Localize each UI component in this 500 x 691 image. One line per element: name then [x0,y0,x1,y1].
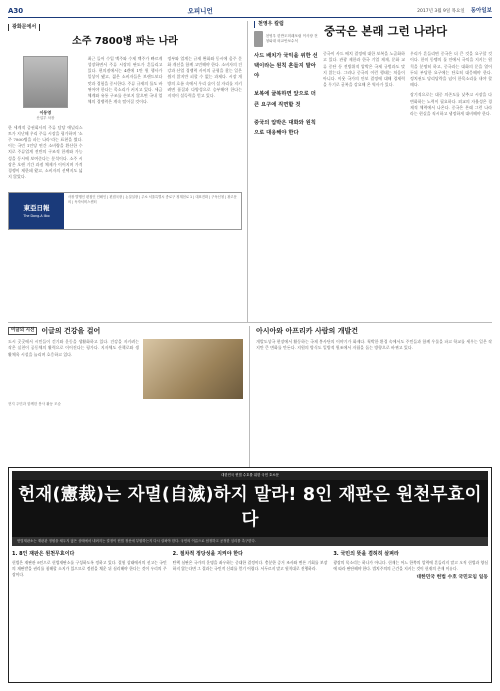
section-name: 오피니언 [187,6,213,15]
left-kicker-label: 광화문에서 [8,24,40,31]
middle-left-head [8,326,243,336]
top-section [8,21,492,322]
right-text-2: 우리가 흔들리면 중국은 더 큰 것을 요구할 것이다. 한미 동맹의 틀 안에서 국익을 지키는 원칙을 분명히 하고, 중국과는 대화의 문을 열어두되 부당한 요구에는 단호히 대응해야 한다. 정치권도 당리당략을 넘어 한목소리를 내야 할 때다. [410,51,492,88]
masthead-logo [9,193,64,229]
page-header [8,6,492,18]
right-text-3: 장기적으로는 대중 의존도를 낮추고 시장을 다변화하는 노력이 필요하다. 외교의 자율성은 경제적 체력에서 나온다. 중국은 본래 그런 나라라는 현실을 직시하고 냉정하게 대비해야 한다. [410,92,492,116]
middle-section [8,322,492,468]
middle-right-title: 아시아와 아프리카 사람의 개발건 [256,327,358,335]
column-head [254,21,492,47]
pull-quote-1: 사드 배치가 국익을 위한 선택이라는 원칙 흔들지 말아야 [254,53,318,80]
left-body [8,56,242,181]
columnist-photo [254,31,263,47]
ad-top-banner: 대한민국 헌법 수호를 위한 국민 호소문 [12,471,488,480]
right-headline: 중국은 본래 그런 나라다 [324,24,448,38]
author-role: 산업부 차장 [36,115,55,120]
ad-heading-3: 3. 국민의 뜻을 겸허히 살펴라 [333,550,399,557]
photo-caption: 현지 주민과 함께한 봉사 활동 모습 [8,402,61,407]
ad-heading-1: 1. 8인 재판은 원천무효이다 [12,550,75,557]
columnist [254,31,318,47]
masthead-name: 東亞日報 [23,204,50,213]
masthead-info: 사장 발행인 편집인 인쇄인 | 편집국장 | 논설실장 | 주소 서울특별시 종로구 청계천로 1 | 대표전화 | 구독신청 | 광고문의 | 독자서비스센터 [68,195,237,204]
ad-text-3: 광장의 목소리는 하나가 아니다. 헌재는 어느 한쪽의 압력에 흔들리지 말고 오직 헌법과 양심에 따라 판단해야 한다. 법치주의의 근간을 지키는 것이 헌재의 존재 이유다. [333,560,488,571]
header-meta [417,8,492,16]
ad-body [12,549,488,582]
middle-left-text: 도시 곳곳에서 시민들이 걷기와 운동을 생활화하고 있다. 건강을 지키려는 작은 실천이 공동체의 활력으로 이어진다는 평가다. 지자체도 산책로와 생활체육 시설을 늘리며 호응하고 있다. [8,339,139,357]
right-column [248,21,492,322]
middle-left-title: 이글의 건강을 걸어 [41,327,101,335]
ad-heading-2: 2. 절차적 정당성을 지켜야 한다 [172,550,243,557]
masthead-sub: The Dong-A Ilbo [23,213,50,218]
left-kicker [8,24,242,31]
middle-right [250,326,492,468]
left-headline: 소주 7800병 파는 나라 [72,36,178,48]
brand-name: 동아일보 [470,8,492,15]
ad-text-1: 헌법은 재판관 9인으로 헌법재판소를 구성하도록 정하고 있다. 결원 상태에서의 선고는 국민의 재판받을 권리를 침해할 소지가 있으므로 정원을 채운 뒤 심리해야 한다는 것이 우리의 주장이다. [12,560,167,577]
page-number: A30 [8,6,24,15]
middle-left [8,326,250,468]
issue-date: 2017년 3월 9일 목요일 [417,9,465,15]
advertisement [8,467,492,683]
left-column [8,21,248,322]
right-body [254,51,492,137]
kicker-bar [254,21,255,28]
ad-signature: 대한민국 헌법 수호 국민모임 일동 [416,574,488,580]
left-text-3: 정부와 업계는 규제 완화와 동시에 음주 문화 개선을 함께 고민해야 한다. 소비자의 건강과 산업 경쟁력 사이의 균형을 찾는 일은 쉽지 않지만 피할 수 없는 과제다. 시장 개방의 흐름 속에서 우리 술이 설 자리를 지키려면 품질과 다양성으로 승부해야 한다는 지적이 설득력을 얻고 있다. [167,55,242,98]
middle-right-text: 개발도상국 현장에서 활동하는 국제 봉사단의 이야기가 화제다. 척박한 환경 속에서도 주민들과 함께 우물을 파고 학교를 세우는 일은 작지만 큰 변화를 만든다. 지원의 방식도 일방적 원조에서 자립을 돕는 방향으로 바뀌고 있다. [256,339,492,351]
ad-title: 헌재(憲裁)는 자멸(自滅)하지 말라! 8인 재판은 원천무효이다 [12,480,488,537]
author-name: 이동영 [39,109,52,115]
right-kicker [254,21,318,28]
article-photo [143,339,243,399]
ad-subtitle: 헌법재판소는 재판관 정원을 채우지 않은 상태에서 내려지는 결정이 헌법 정신에 부합하는지 다시 살펴야 한다. 국민의 이름으로 엄정하고 공정한 심리를 촉구한다. [12,537,488,546]
right-text-1: 중국이 사드 배치 결정에 대한 보복을 노골화하고 있다. 관광 제한과 한국 기업 제재, 문화 교류 중단 등 전방위적 압박은 국제 규범과도 맞지 않는다. 그러나 중국의 이런 행태는 처음이 아니다. 이웃 국가의 안보 결정에 대해 경제력을 무기로 굴복을 강요해 온 역사가 있다. [323,51,405,88]
pull-quote-3: 중국의 압박은 대화와 원칙으로 대응해야 한다 [254,119,316,136]
masthead-box [8,192,242,230]
pull-quote-2: 보복에 굴복하면 앞으로 더 큰 요구에 직면할 것 [254,91,316,108]
right-kicker-label: 천영우 칼럼 [258,21,284,27]
left-text-1: 한 세계적 증권회사의 주류 담당 애널리스트가 지난해 우리 주류 시장을 평가하며 ‘소주 7800병을 파는 나라’라는 표현을 썼다. 이는 국민 1인당 연간 소비량을 환산한 수치로 주류업계 전반의 구조적 한계와 가능성을 동시에 보여준다는 분석이다. 소주 시장은 오랜 기간 과점 체제가 이어지며 가격 경쟁이 제한돼 왔고, 소비자의 선택지도 넓지 않았다. [8,124,83,180]
left-text-2: 최근 들어 수입 맥주와 수제 맥주가 빠르게 성장하면서 주류 시장의 판도가 흔들리고 있다. 편의점에서는 4캔에 1만 원 행사가 일상이 됐고, 젊은 소비자들은 브랜드보다 맛과 경험을 중시한다. 주류 규제의 틀도 바뀌어야 한다는 목소리가 커지고 있다. 세금 체계와 유통 구조를 손보지 않으면 국내 업체의 경쟁력은 계속 떨어질 것이다. [87,55,163,105]
ad-text-2: 탄핵 심판은 국가의 운명을 좌우하는 중대한 결정이다. 충분한 증거 조사와 변론 기회를 보장하지 않는다면 그 결과는 국민적 신뢰를 얻기 어렵다. 서두르지 말고 원칙대로 진행하라. [172,560,328,571]
columnist-info: 천영우 한반도미래포럼 이사장 전 청와대 외교안보수석 [265,34,318,44]
author-photo [23,56,68,108]
middle-left-tag: 이글의 시선 [8,327,37,336]
